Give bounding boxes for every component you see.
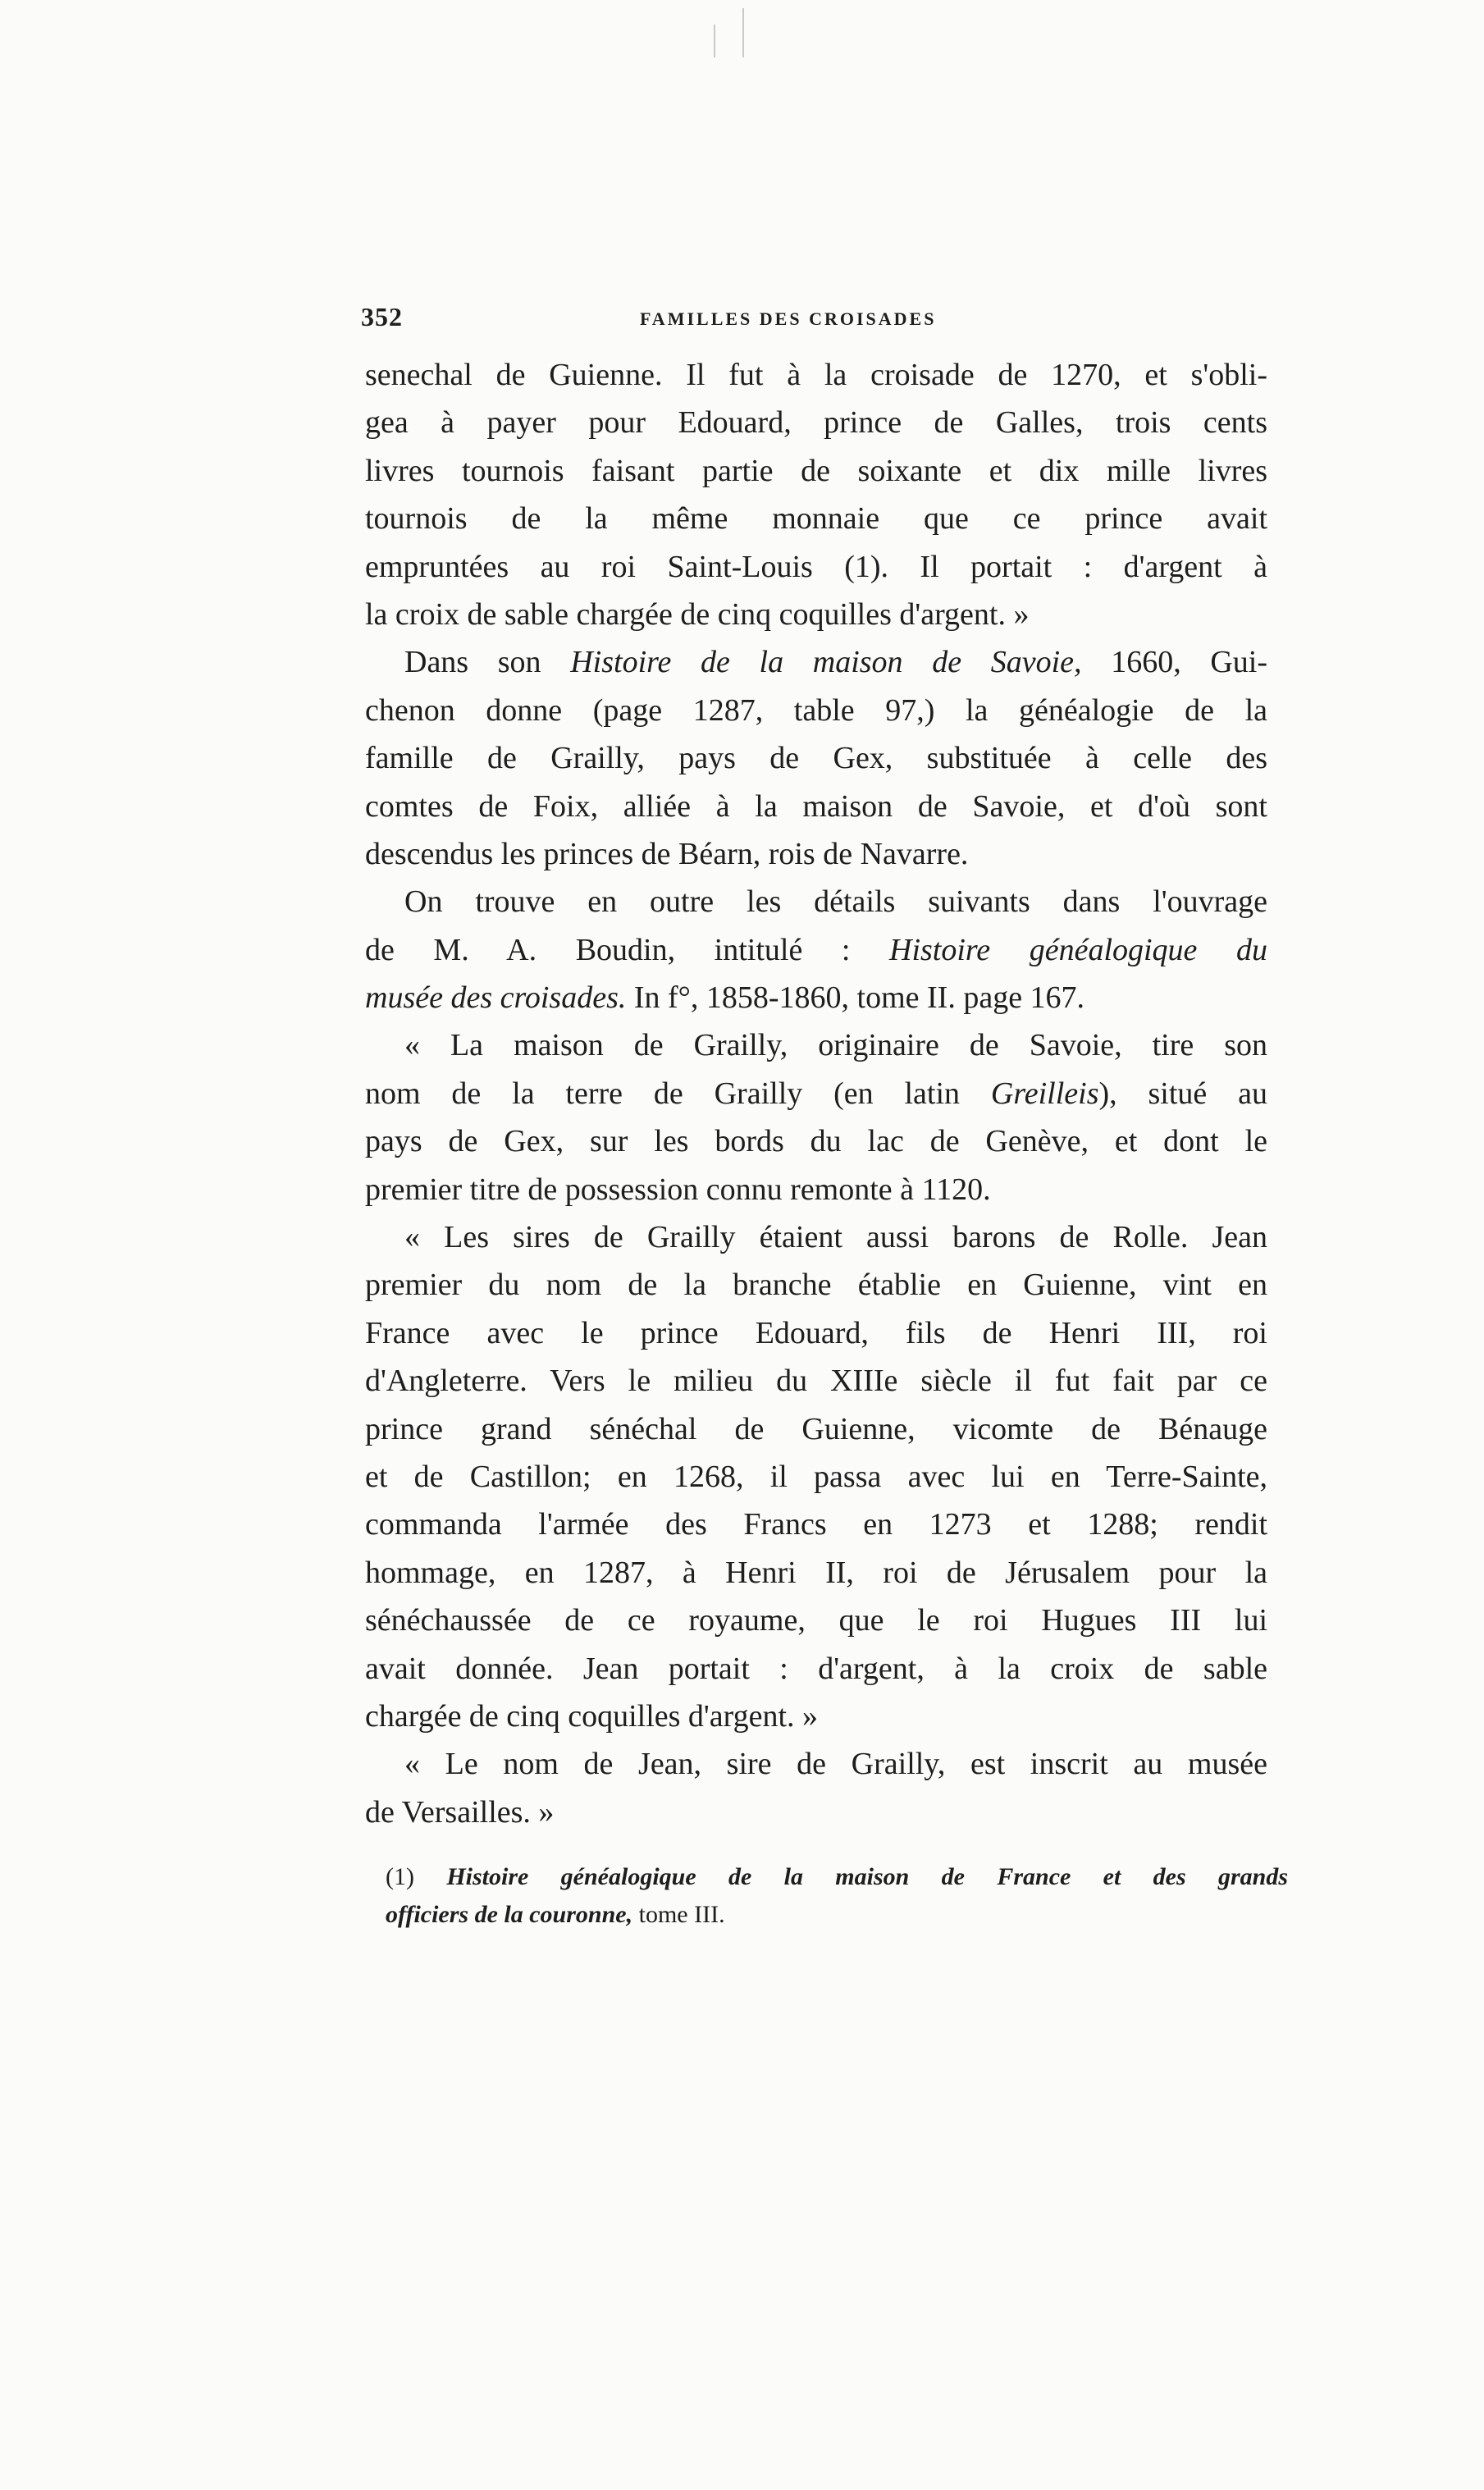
scan-mark <box>714 25 715 57</box>
text-line: commanda l'armée des Francs en 1273 et 1288; rendit <box>365 1507 1267 1542</box>
text-line: prince grand sénéchal de Guienne, vicomte de Bénauge <box>365 1411 1267 1446</box>
text-line: et de Castillon; en 1268, il passa avec lui en Terre-Sainte, <box>365 1459 1267 1494</box>
text-line: pays de Gex, sur les bords du lac de Genève, et dont le <box>365 1124 1267 1159</box>
main-text <box>365 351 1267 1836</box>
page-number: 352 <box>361 302 403 331</box>
footnotes <box>386 1858 1288 1934</box>
text-line: premier du nom de la branche établie en Guienne, vint en <box>365 1268 1267 1303</box>
text-line: « Le nom de Jean, sire de Grailly, est inscrit au musée <box>404 1747 1267 1782</box>
book-title: musée des croisades. <box>365 980 627 1016</box>
text-line: comtes de Foix, alliée à la maison de Savoie, et d'où sont <box>365 788 1267 824</box>
text-line: de Versailles. » <box>365 1794 555 1830</box>
text-line: descendus les princes de Béarn, rois de Navarre. <box>365 836 969 871</box>
text-line: chenon donne (page 1287, table 97,) la généalogie de la <box>365 692 1267 728</box>
text-line: tournois de la même monnaie que ce prince avait <box>365 501 1267 537</box>
text-line: d'Angleterre. Vers le milieu du XIIIe siècle il fut fait par ce <box>365 1364 1267 1399</box>
footnote-title: officiers de la couronne, <box>386 1901 633 1928</box>
book-title: Histoire de la maison de Savoie, <box>570 645 1082 680</box>
text-line: On trouve en outre les détails suivants dans l'ouvrage <box>404 884 1267 920</box>
text-line: sénéchaussée de ce royaume, que le roi Hugues III lui <box>365 1603 1267 1638</box>
text-line: « Les sires de Grailly étaient aussi barons de Rolle. Jean <box>404 1220 1267 1255</box>
text-line: chargée de cinq coquilles d'argent. » <box>365 1698 819 1734</box>
text-line: famille de Grailly, pays de Gex, substituée à celle des <box>365 741 1267 776</box>
text-line: la croix de sable chargée de cinq coquilles d'argent. » <box>365 596 1030 632</box>
text-line: nom de la terre de Grailly (en latin Greilleis), situé au <box>365 1076 1267 1111</box>
text-line: premier titre de possession connu remonte à 1120. <box>365 1172 991 1207</box>
text-line: senechal de Guienne. Il fut à la croisade de 1270, et s'obli- <box>365 358 1267 392</box>
footnote-line: (1) Histoire généalogique de la maison de France et des grands <box>386 1863 1288 1890</box>
text-line: « La maison de Grailly, originaire de Savoie, tire son <box>404 1028 1267 1063</box>
text-line: livres tournois faisant partie de soixante et dix mille livres <box>365 453 1267 488</box>
text-line: gea à payer pour Edouard, prince de Galles, trois cents <box>365 405 1267 441</box>
text-line: hommage, en 1287, à Henri II, roi de Jérusalem pour la <box>365 1555 1267 1590</box>
latin-name: Greilleis <box>990 1076 1099 1111</box>
book-title: Histoire généalogique du <box>889 932 1267 967</box>
text-line: musée des croisades. In f°, 1858-1860, tome II. page 167. <box>365 980 1085 1016</box>
footnote-line: officiers de la couronne, tome III. <box>386 1901 725 1928</box>
text-line: France avec le prince Edouard, fils de Henri III, roi <box>365 1315 1267 1350</box>
running-title: FAMILLES DES CROISADES <box>640 308 937 329</box>
text-line: de M. A. Boudin, intitulé : Histoire généalogique du <box>365 932 1267 967</box>
text-line: Dans son Histoire de la maison de Savoie, 1660, Gui- <box>404 645 1268 680</box>
footnote-title: Histoire généalogique de la maison de France et des grands <box>446 1863 1288 1890</box>
page-header <box>361 302 1267 341</box>
scan-mark <box>742 8 744 57</box>
text-line: avait donnée. Jean portait : d'argent, à la croix de sable <box>365 1651 1267 1686</box>
text-line: empruntées au roi Saint-Louis (1). Il portait : d'argent à <box>365 549 1267 584</box>
